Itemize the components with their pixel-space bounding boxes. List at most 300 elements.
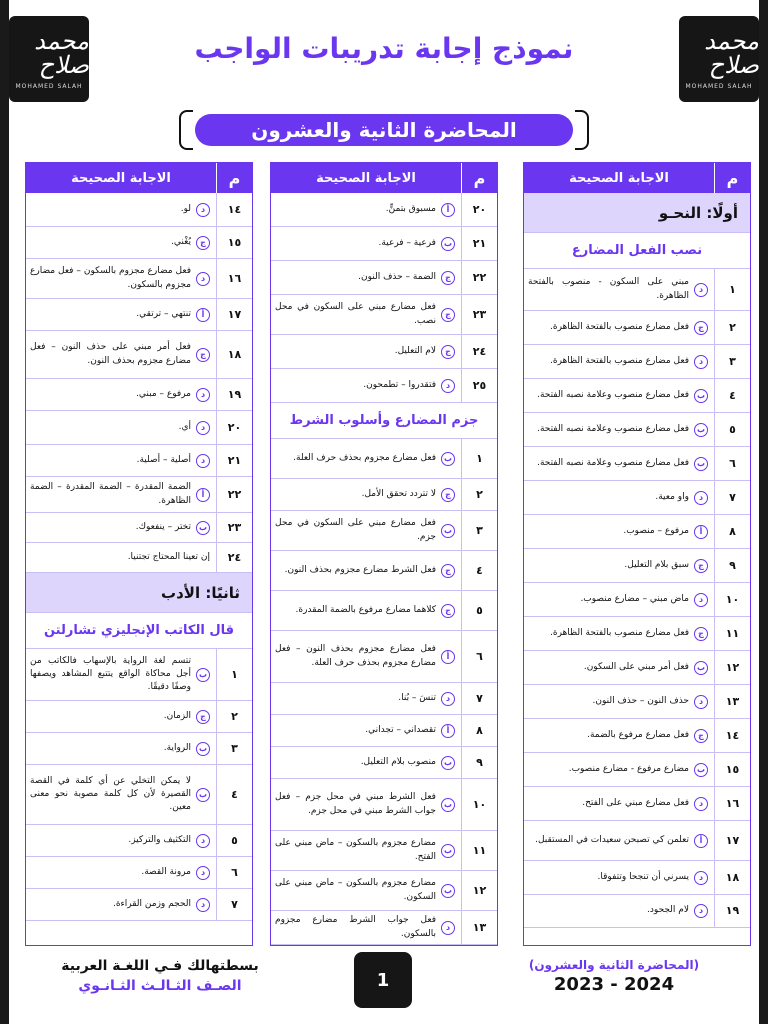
choice-badge: ج — [441, 564, 455, 578]
table-row — [271, 715, 497, 747]
row-answer — [524, 753, 714, 786]
row-answer — [26, 857, 216, 888]
table-row — [26, 379, 252, 411]
answer-text: إن تعينا المحتاج تجتنيا. — [127, 551, 210, 562]
section-heading: أولًا: النحـو — [524, 193, 750, 233]
answers-column-2 — [270, 162, 498, 946]
choice-badge: ب — [441, 798, 455, 812]
row-answer — [524, 685, 714, 718]
table-row — [271, 511, 497, 551]
answer-text: سبق بلام التعليل. — [624, 559, 689, 570]
row-answer — [26, 193, 216, 226]
choice-badge: ب — [441, 884, 455, 898]
row-number: ١٥ — [714, 753, 750, 786]
choice-badge: ج — [441, 604, 455, 618]
choice-badge: د — [196, 203, 210, 217]
answer-text: لا تتردد تحقق الأمل. — [361, 488, 436, 499]
table-row — [524, 617, 750, 651]
row-answer — [524, 515, 714, 548]
row-answer — [26, 889, 216, 920]
row-number: ٩ — [461, 747, 497, 778]
section-heading: ثانيًا: الأدب — [26, 573, 252, 613]
row-answer — [26, 733, 216, 764]
choice-badge: ج — [441, 271, 455, 285]
logo-signature: محمد صلاح — [704, 26, 759, 79]
row-answer — [271, 831, 461, 870]
row-number: ١٤ — [714, 719, 750, 752]
row-answer — [524, 311, 714, 344]
table-header — [26, 163, 252, 193]
answer-text: مبني على السكون - منصوب بالفتحة الظاهرة. — [528, 277, 689, 301]
row-answer — [26, 227, 216, 258]
logo-left — [9, 16, 89, 102]
footer-grade: الصـف الثـالـث الثـانـوي — [78, 978, 242, 994]
row-answer — [26, 299, 216, 330]
row-number: ٣ — [714, 345, 750, 378]
row-number: ١١ — [714, 617, 750, 650]
choice-badge: أ — [694, 834, 708, 848]
answer-text: حذف النون – حذف النون. — [592, 695, 689, 706]
table-row — [271, 871, 497, 911]
answer-text: أصلية – أصلية. — [136, 454, 191, 465]
row-answer — [271, 439, 461, 478]
table-row — [26, 227, 252, 259]
answer-text: فعل جواب الشرط مضارع مجزوم بالسكون. — [275, 915, 436, 939]
answer-text: يسرني أن تنجحا وتتفوقا. — [597, 871, 689, 882]
choice-badge: ج — [694, 559, 708, 573]
answer-text: التكثيف والتركيز. — [128, 834, 191, 845]
row-number: ١١ — [461, 831, 497, 870]
row-number: ٦ — [216, 857, 252, 888]
choice-badge: د — [694, 695, 708, 709]
table-header — [524, 163, 750, 193]
choice-badge: ج — [694, 729, 708, 743]
row-answer — [271, 511, 461, 550]
row-answer — [26, 701, 216, 732]
row-number: ٢٤ — [461, 335, 497, 368]
choice-badge: ب — [441, 756, 455, 770]
table-row — [524, 821, 750, 861]
table-row — [26, 193, 252, 227]
answer-text: فعل أمر مبني على حذف النون – فعل مضارع مجزوم بحذف النون. — [30, 342, 191, 366]
row-number: ١٢ — [461, 871, 497, 910]
answer-text: مرفوع – منصوب. — [623, 525, 689, 536]
table-row — [524, 651, 750, 685]
answer-text: مضارع مرفوع - مضارع منصوب. — [568, 763, 689, 774]
table-row — [524, 345, 750, 379]
row-answer — [26, 513, 216, 542]
choice-badge: ج — [196, 710, 210, 724]
row-number: ٦ — [714, 447, 750, 480]
answer-text: مرفوع – مبني. — [136, 388, 191, 399]
row-number: ٧ — [714, 481, 750, 514]
row-number: ١٠ — [461, 779, 497, 830]
header-answer: الاجابة الصحيحة — [71, 170, 171, 186]
answer-text: فعل مضارع مبني على السكون في محل نصب. — [275, 302, 436, 326]
table-row — [271, 439, 497, 479]
answer-text: تقصداني – تجداني. — [365, 724, 436, 735]
footer-course — [35, 958, 285, 1006]
answer-text: فرعية – فرعية. — [378, 237, 436, 248]
row-number: ٧ — [461, 683, 497, 714]
row-number: ٩ — [714, 549, 750, 582]
choice-badge: د — [694, 283, 708, 297]
table-row — [26, 445, 252, 477]
choice-badge: ج — [694, 321, 708, 335]
table-row — [271, 193, 497, 227]
answer-text: فعل الشرط مضارع مجزوم بحذف النون. — [284, 564, 436, 575]
table-row — [524, 269, 750, 311]
answer-text: فعل الشرط مبني في محل جزم – فعل جواب الشرط مبني في محل جزم. — [275, 792, 436, 816]
answer-text: فعل مضارع مجزوم بالسكون – فعل مضارع مجزوم بالسكون. — [30, 266, 191, 290]
choice-badge: ج — [441, 308, 455, 322]
choice-badge: أ — [441, 724, 455, 738]
choice-badge: أ — [694, 525, 708, 539]
table-row — [26, 331, 252, 379]
row-number: ٢٢ — [461, 261, 497, 294]
row-answer — [524, 821, 714, 860]
answer-text: فعل مضارع مرفوع بالضمة. — [587, 729, 689, 740]
row-number: ٣ — [216, 733, 252, 764]
choice-badge: ب — [196, 742, 210, 756]
choice-badge: ج — [196, 348, 210, 362]
choice-badge: ب — [196, 788, 210, 802]
row-number: ١ — [461, 439, 497, 478]
answer-text: فعل مضارع منصوب وعلامة نصبه الفتحة. — [537, 423, 689, 434]
table-row — [524, 685, 750, 719]
table-row — [524, 515, 750, 549]
answer-text: تنتهي – ترتقي. — [136, 308, 191, 319]
table-row — [271, 631, 497, 683]
row-number: ٧ — [216, 889, 252, 920]
choice-badge: د — [694, 871, 708, 885]
table-row — [26, 411, 252, 445]
choice-badge: ب — [694, 423, 708, 437]
row-number: ٨ — [461, 715, 497, 746]
table-row — [524, 787, 750, 821]
choice-badge: ب — [196, 521, 210, 535]
answer-text: فتقدروا – تطمحون. — [363, 379, 436, 390]
row-answer — [271, 335, 461, 368]
table-row — [26, 701, 252, 733]
row-answer — [524, 379, 714, 412]
table-row — [524, 719, 750, 753]
table-row — [271, 479, 497, 511]
row-answer — [524, 413, 714, 446]
row-number: ١٦ — [216, 259, 252, 298]
answer-text: مسبوق بتمنٍّ. — [385, 203, 436, 214]
answer-text: لام التعليل. — [394, 345, 436, 356]
row-number: ٥ — [216, 825, 252, 856]
row-number: ١٩ — [714, 895, 750, 927]
answer-text: فعل مضارع مبني على السكون في محل جزم. — [275, 518, 436, 542]
choice-badge: ب — [196, 668, 210, 682]
row-answer — [271, 871, 461, 910]
table-row — [524, 861, 750, 895]
choice-badge: د — [694, 355, 708, 369]
table-row — [271, 227, 497, 261]
choice-badge: أ — [196, 488, 210, 502]
choice-badge: د — [441, 921, 455, 935]
row-answer — [26, 445, 216, 476]
answer-text: تعلمن كي تصبحن سعيدات في المستقبل. — [535, 834, 689, 845]
row-number: ٤ — [714, 379, 750, 412]
choice-badge: د — [196, 454, 210, 468]
answer-text: فعل مضارع مبني على الفتح. — [582, 797, 689, 808]
row-answer — [524, 787, 714, 820]
table-row — [271, 779, 497, 831]
row-number: ١٨ — [216, 331, 252, 378]
footer-course-title: بسطتهالك فـي اللغـة العربية — [61, 958, 259, 974]
answer-text: يُغْني. — [171, 236, 191, 247]
choice-badge: ب — [694, 661, 708, 675]
table-row — [26, 299, 252, 331]
row-number: ٢٤ — [216, 543, 252, 572]
answer-text: فعل مضارع منصوب بالفتحة الظاهرة. — [550, 321, 689, 332]
row-answer — [26, 477, 216, 512]
choice-badge: د — [196, 898, 210, 912]
page — [9, 0, 759, 1024]
choice-badge: ب — [441, 452, 455, 466]
row-answer — [524, 345, 714, 378]
choice-badge: د — [441, 692, 455, 706]
row-number: ٢ — [461, 479, 497, 510]
answer-text: فعل مضارع منصوب بالفتحة الظاهرة. — [550, 355, 689, 366]
footer-lecture-title: (المحاضرة الثانية والعشرون) — [528, 958, 700, 972]
answers-column-3 — [25, 162, 253, 946]
choice-badge: د — [694, 491, 708, 505]
answer-text: تختر – ينفعوك. — [135, 521, 191, 532]
row-number: ٢١ — [216, 445, 252, 476]
row-number: ٢ — [216, 701, 252, 732]
answer-text: لام الجحود. — [647, 905, 689, 916]
choice-badge: د — [441, 379, 455, 393]
row-number: ١٩ — [216, 379, 252, 410]
row-number: ١٧ — [216, 299, 252, 330]
row-number: ٢ — [714, 311, 750, 344]
choice-badge: د — [196, 834, 210, 848]
row-answer — [271, 295, 461, 334]
row-answer — [524, 617, 714, 650]
choice-badge: د — [694, 797, 708, 811]
row-answer — [26, 765, 216, 824]
choice-badge: أ — [196, 308, 210, 322]
lecture-title: المحاضرة الثانية والعشرون — [195, 114, 573, 146]
table-row — [26, 543, 252, 573]
row-answer — [524, 651, 714, 684]
row-answer — [271, 683, 461, 714]
row-number: ٢٠ — [216, 411, 252, 444]
choice-badge: د — [196, 272, 210, 286]
table-row — [26, 513, 252, 543]
table-row — [271, 551, 497, 591]
row-number: ٥ — [461, 591, 497, 630]
logo-signature: محمد صلاح — [34, 26, 89, 79]
table-row — [271, 295, 497, 335]
subsection-heading: قال الكاتب الإنجليزي تشارلتن — [26, 613, 252, 649]
table-row — [26, 733, 252, 765]
header-number: م — [461, 163, 497, 193]
row-answer — [271, 779, 461, 830]
table-row — [271, 683, 497, 715]
answer-text: الضمة المقدرة – الضمة المقدرة – الضمة الظاهرة. — [30, 482, 191, 506]
row-number: ١٧ — [714, 821, 750, 860]
answer-text: ماض مبني – مضارع منصوب. — [580, 593, 689, 604]
row-number: ١ — [216, 649, 252, 700]
table-row — [524, 447, 750, 481]
row-answer — [524, 269, 714, 310]
row-answer — [26, 825, 216, 856]
choice-badge: د — [196, 866, 210, 880]
row-number: ٢١ — [461, 227, 497, 260]
table-header — [271, 163, 497, 193]
row-answer — [271, 369, 461, 402]
logo-english: MOHAMED SALAH — [15, 82, 83, 90]
table-row — [271, 335, 497, 369]
header-answer: الاجابة الصحيحة — [569, 170, 669, 186]
answer-text: لا يمكن التخلي عن أي كلمة في القصة القصيرة لأن كل كلمة مصوبة نحو معنى معين. — [30, 775, 191, 813]
table-row — [524, 481, 750, 515]
table-row — [271, 831, 497, 871]
row-number: ٣ — [461, 511, 497, 550]
choice-badge: ب — [694, 389, 708, 403]
lecture-banner — [179, 110, 589, 150]
table-row — [26, 649, 252, 701]
row-number: ٤ — [216, 765, 252, 824]
choice-badge: ج — [441, 488, 455, 502]
page-number: 1 — [354, 952, 412, 1008]
choice-badge: ج — [441, 345, 455, 359]
answer-text: تنسَ – بُنا. — [398, 692, 436, 703]
answer-text: مضارع مجزوم بالسكون – ماض مبني على السكون. — [275, 878, 436, 902]
logo-english: MOHAMED SALAH — [685, 82, 753, 90]
table-row — [26, 857, 252, 889]
row-answer — [524, 719, 714, 752]
answer-text: مرونة القصة. — [141, 866, 191, 877]
answers-column-1 — [523, 162, 751, 946]
table-row — [524, 583, 750, 617]
row-number: ١٤ — [216, 193, 252, 226]
answer-text: فعل مضارع مجزوم بحذف حرف العلة. — [293, 452, 436, 463]
answer-text: منصوب بلام التعليل. — [360, 756, 436, 767]
choice-badge: د — [196, 421, 210, 435]
answer-text: مضارع مجزوم بالسكون – ماض مبني على الفتح. — [275, 838, 436, 862]
row-answer — [271, 911, 461, 944]
row-answer — [524, 895, 714, 927]
page-title: نموذج إجابة تدريبات الواجب — [91, 18, 677, 78]
row-number: ٤ — [461, 551, 497, 590]
row-answer — [524, 861, 714, 894]
choice-badge: أ — [441, 203, 455, 217]
row-number: ٢٠ — [461, 193, 497, 226]
row-answer — [271, 747, 461, 778]
answer-text: الرواية. — [163, 742, 191, 753]
choice-badge: د — [196, 388, 210, 402]
answer-text: فعل مضارع مجزوم بحذف النون – فعل مضارع مجزوم بحذف حرف العلة. — [275, 644, 436, 668]
choice-badge: د — [694, 904, 708, 918]
row-answer — [26, 259, 216, 298]
choice-badge: أ — [441, 650, 455, 664]
footer-lecture — [509, 958, 719, 1006]
row-answer — [524, 583, 714, 616]
header-number: م — [216, 163, 252, 193]
answer-text: لو. — [180, 203, 191, 214]
answer-text: كلاهما مضارع مرفوع بالضمة المقدرة. — [295, 604, 436, 615]
row-number: ١٨ — [714, 861, 750, 894]
answer-text: فعل مضارع منصوب وعلامة نصبه الفتحة. — [537, 389, 689, 400]
row-answer — [271, 227, 461, 260]
table-row — [524, 379, 750, 413]
row-number: ١٦ — [714, 787, 750, 820]
row-answer — [271, 715, 461, 746]
row-answer — [271, 193, 461, 226]
table-row — [524, 311, 750, 345]
row-number: ٢٣ — [461, 295, 497, 334]
choice-badge: ب — [694, 457, 708, 471]
answer-text: فعل مضارع منصوب وعلامة نصبه الفتحة. — [537, 457, 689, 468]
table-row — [524, 413, 750, 447]
choice-badge: ب — [441, 237, 455, 251]
table-row — [26, 477, 252, 513]
row-number: ١٣ — [461, 911, 497, 944]
row-answer — [524, 549, 714, 582]
header-answer: الاجابة الصحيحة — [316, 170, 416, 186]
answer-text: الحجم وزمن القراءة. — [112, 898, 191, 909]
choice-badge: ب — [694, 763, 708, 777]
row-number: ٨ — [714, 515, 750, 548]
bracket-right — [575, 110, 589, 150]
choice-badge: ج — [694, 627, 708, 641]
table-row — [524, 549, 750, 583]
row-answer — [26, 649, 216, 700]
table-row — [271, 747, 497, 779]
row-answer — [271, 551, 461, 590]
row-answer — [26, 379, 216, 410]
table-row — [26, 825, 252, 857]
table-row — [524, 753, 750, 787]
footer-year: 2023 - 2024 — [553, 974, 675, 995]
row-number: ٢٢ — [216, 477, 252, 512]
row-number: ١٠ — [714, 583, 750, 616]
row-answer — [26, 411, 216, 444]
answer-text: فعل أمر مبني على السكون. — [583, 661, 689, 672]
subsection-heading: جزم المضارع وأسلوب الشرط — [271, 403, 497, 439]
table-row — [26, 889, 252, 921]
table-row — [271, 369, 497, 403]
row-answer — [271, 631, 461, 682]
row-answer — [271, 591, 461, 630]
table-row — [271, 261, 497, 295]
logo-right — [679, 16, 759, 102]
row-answer — [26, 331, 216, 378]
choice-badge: ب — [441, 524, 455, 538]
row-answer — [26, 543, 216, 572]
subsection-heading: نصب الفعل المضارع — [524, 233, 750, 269]
row-answer — [271, 479, 461, 510]
row-number: ٢٥ — [461, 369, 497, 402]
header-number: م — [714, 163, 750, 193]
table-row — [26, 765, 252, 825]
table-row — [271, 911, 497, 945]
answer-text: الزمان. — [163, 710, 191, 721]
table-row — [26, 259, 252, 299]
row-answer — [524, 447, 714, 480]
row-number: ٥ — [714, 413, 750, 446]
bracket-left — [179, 110, 193, 150]
answer-text: تتسم لغة الرواية بالإسهاب فالكاتب من أجل محاكاة الواقع يتتبع المشاهد ويصفها وصفًا دقيقًا. — [30, 655, 191, 693]
row-answer — [271, 261, 461, 294]
row-answer — [524, 481, 714, 514]
